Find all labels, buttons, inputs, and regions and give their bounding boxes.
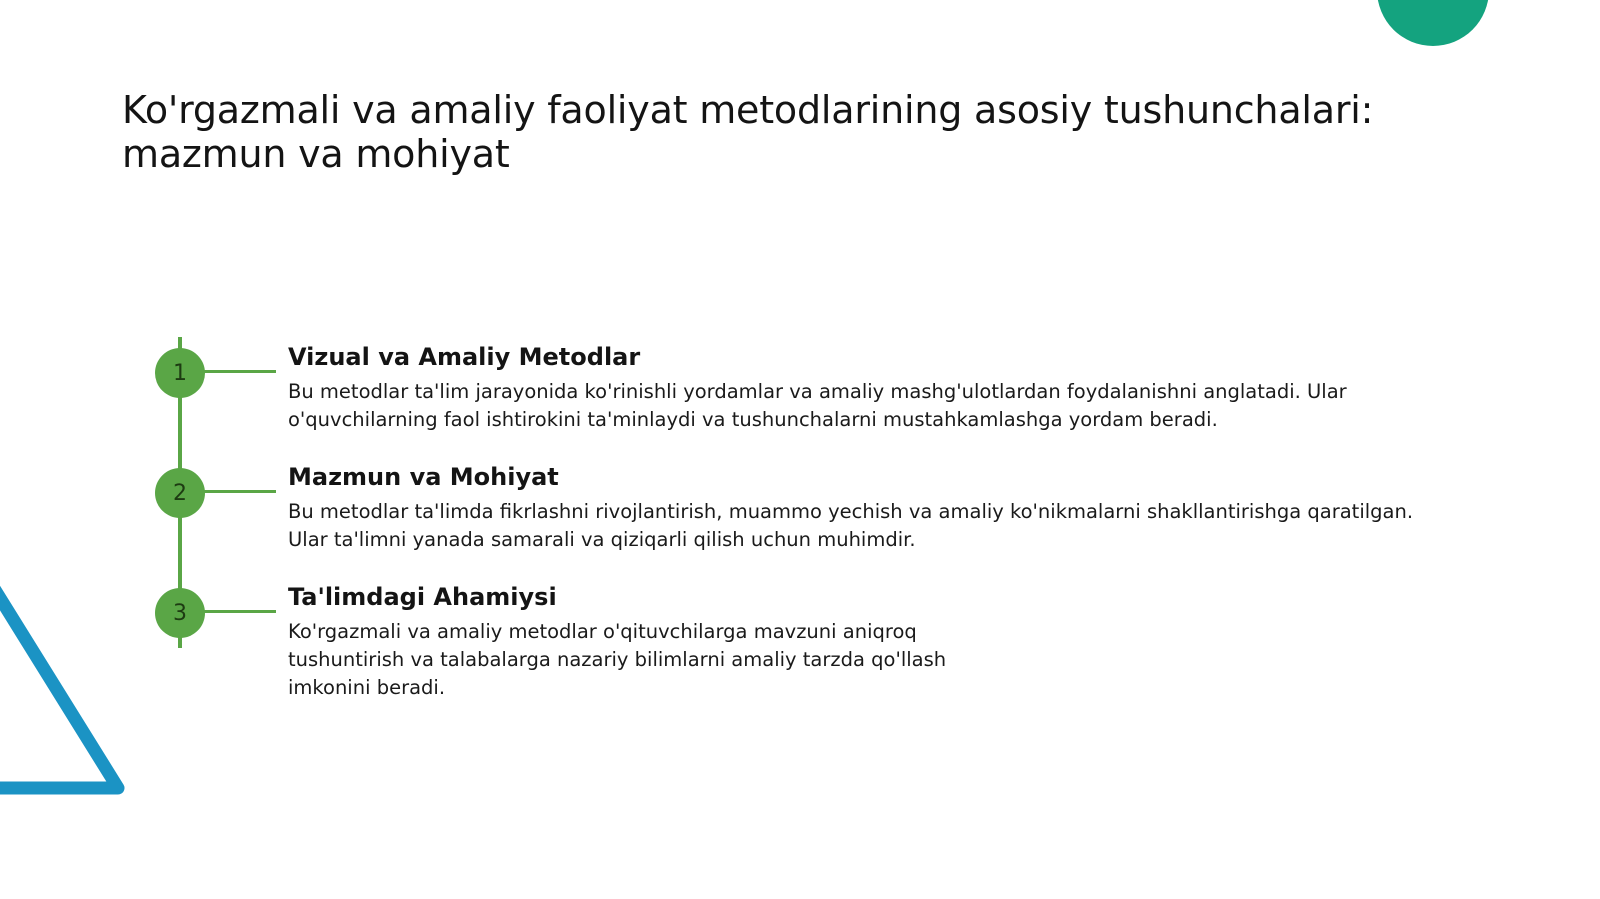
step-description: Bu metodlar ta'lim jarayonida ko'rinishli yordamlar va amaliy mashg'ulotlardan foydalanishni anglatadi. Ular o'quvchilarning faol ishtirokini ta'minlaydi va tushunchalarni mustahkamlashga yordam beradi. [288, 380, 1347, 431]
step-number-badge: 3 [155, 588, 205, 638]
step-number-badge: 1 [155, 348, 205, 398]
step-description: Ko'rgazmali va amaliy metodlar o'qituvchilarga mavzuni aniqroq tushuntirish va talabalarga nazariy bilimlarni amaliy tarzda qo'llash imkonini beradi. [288, 620, 947, 699]
step-heading: Mazmun va Mohiyat [288, 463, 559, 491]
step-heading: Ta'limdagi Ahamiysi [288, 583, 557, 611]
slide-title: Ko'rgazmali va amaliy faoliyat metodlarining asosiy tushunchalari: mazmun va mohiyat [122, 88, 1374, 176]
decorative-circle [1377, 0, 1489, 46]
step-connector [204, 490, 276, 493]
decorative-triangle [0, 570, 140, 820]
step-number-badge: 2 [155, 468, 205, 518]
step-connector [204, 610, 276, 613]
step-connector [204, 370, 276, 373]
step-description: Bu metodlar ta'limda fikrlashni rivojlantirish, muammo yechish va amaliy ko'nikmalarni shakllantirishga qaratilgan. Ular ta'limni yanada samarali va qiziqarli qilish uchun muhimdir. [288, 500, 1414, 551]
step-heading: Vizual va Amaliy Metodlar [288, 343, 641, 371]
